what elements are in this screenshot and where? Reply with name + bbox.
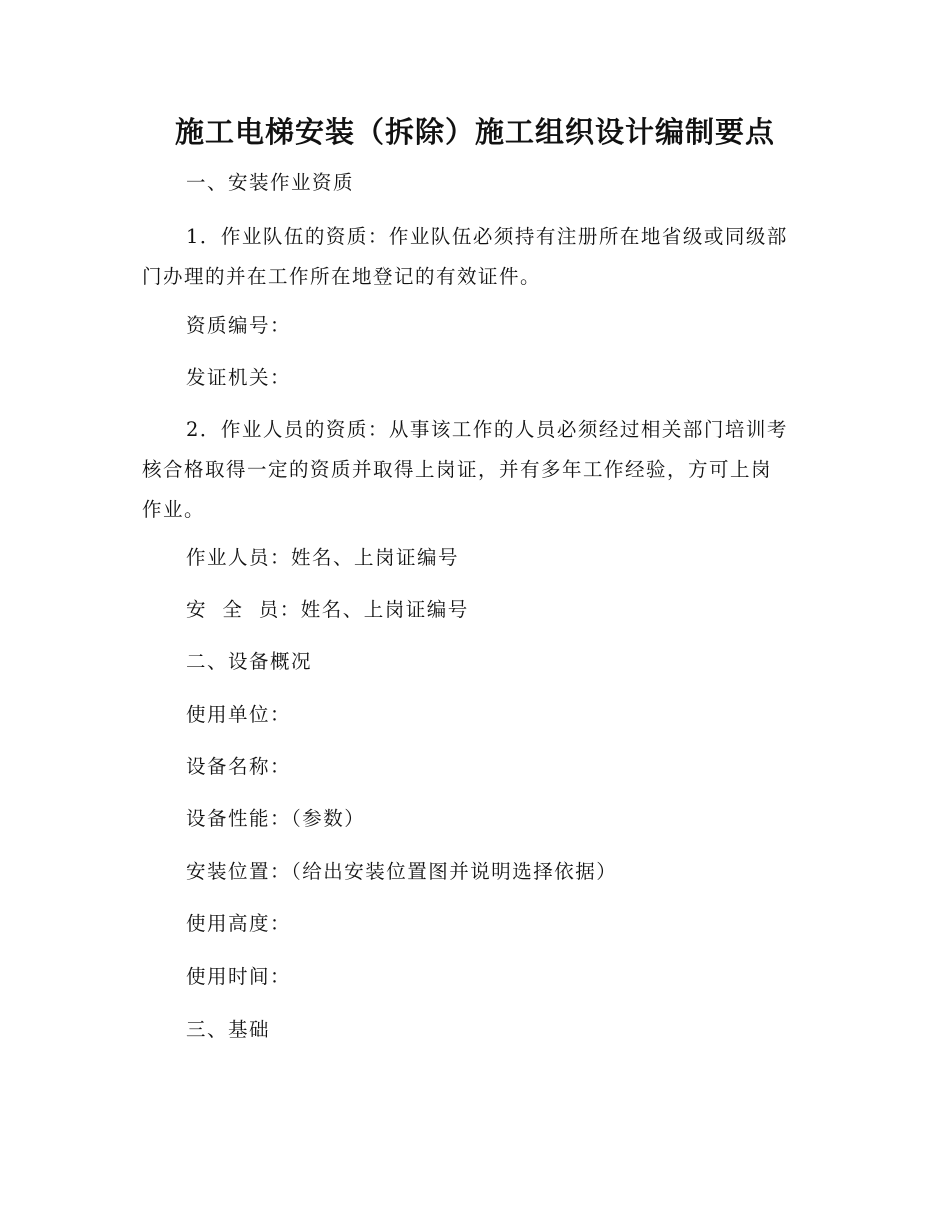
text-line: 作业。 (142, 498, 206, 521)
text-line: 使用高度： (186, 912, 292, 935)
text-line: 设备性能：（参数） (186, 807, 366, 830)
field-install-location (142, 852, 852, 892)
text-line: 使用单位： (186, 703, 292, 726)
text-line: 门办理的并在工作所在地登记的有效证件。 (142, 265, 542, 288)
field-safety-officer (142, 590, 852, 630)
field-equipment-performance (142, 799, 852, 839)
section-heading-qualification (142, 163, 852, 203)
document-title: 施工电梯安装（拆除）施工组织设计编制要点 (174, 115, 775, 149)
section-heading-foundation (142, 1010, 852, 1050)
section-heading-equipment (142, 642, 852, 682)
text-line: 设备名称： (186, 755, 292, 778)
text-line: 使用时间： (186, 965, 292, 988)
text-line: 1．作业队伍的资质：作业队伍必须持有注册所在地省级或同级部 (186, 225, 788, 248)
field-usage-height (142, 904, 852, 944)
field-user-unit (142, 695, 852, 735)
text-line: 安 全 员：姓名、上岗证编号 (186, 598, 469, 621)
field-usage-time (142, 957, 852, 997)
text-line: 三、基础 (186, 1018, 271, 1041)
paragraph-team-qualification (142, 217, 808, 297)
text-line: 作业人员：姓名、上岗证编号 (186, 546, 460, 569)
text-line: 资质编号： (186, 314, 292, 337)
field-issuing-authority (142, 358, 852, 398)
field-equipment-name (142, 747, 852, 787)
text-line: 二、设备概况 (186, 650, 313, 673)
field-qualification-number (142, 306, 852, 346)
field-operators (142, 538, 852, 578)
text-line: 安装位置：（给出安装位置图并说明选择依据） (186, 860, 618, 883)
text-line: 发证机关： (186, 366, 292, 389)
paragraph-personnel-qualification (142, 410, 808, 530)
text-line: 核合格取得一定的资质并取得上岗证，并有多年工作经验，方可上岗 (142, 458, 773, 481)
text-line: 一、安装作业资质 (186, 171, 355, 194)
text-line: 2．作业人员的资质：从事该工作的人员必须经过相关部门培训考 (186, 418, 788, 441)
